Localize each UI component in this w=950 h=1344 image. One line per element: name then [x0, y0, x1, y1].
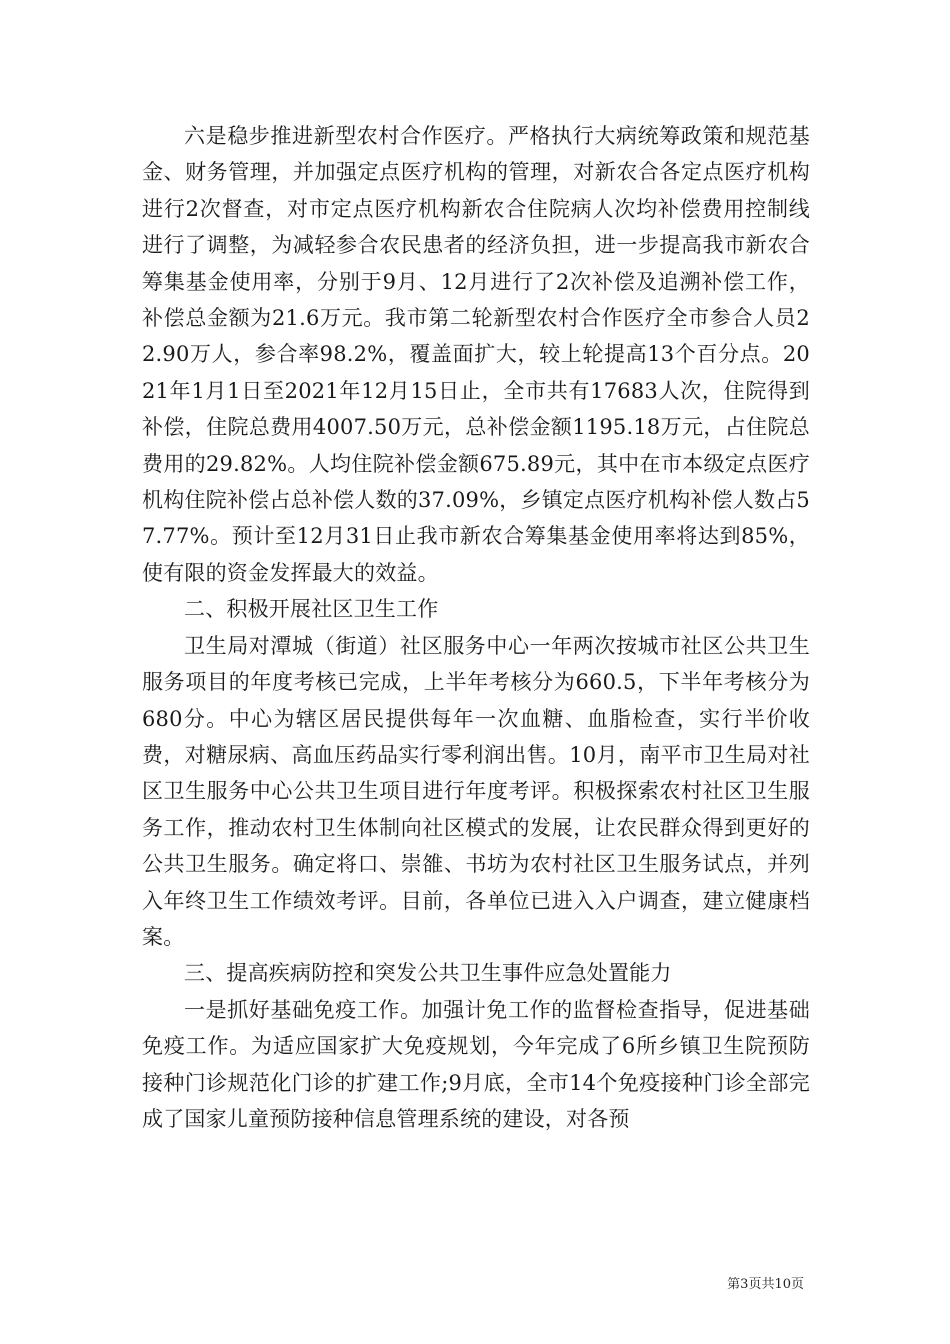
section-heading-disease-control: 三、提高疾病防控和突发公共卫生事件应急处置能力: [184, 961, 672, 986]
section-heading-community-health: 二、积极开展社区卫生工作: [184, 597, 439, 622]
document-body: [142, 118, 810, 1137]
paragraph-immunization: 一是抓好基础免疫工作。加强计免工作的监督检查指导，促进基础免疫工作。为适应国家扩大免疫规划，今年完成了6所乡镇卫生院预防接种门诊规范化门诊的扩建工作;9月底，全市14个免疫接种门诊全部完成了国家儿童预防接种信息管理系统的建设，对各预: [142, 997, 810, 1131]
page-number-footer: 第3页共10页: [727, 1277, 804, 1292]
paragraph-community-health: 卫生局对潭城（街道）社区服务中心一年两次按城市社区公共卫生服务项目的年度考核已完成，上半年考核分为660.5，下半年考核分为680分。中心为辖区居民提供每年一次血糖、血脂检查，实行半价收费，对糖尿病、高血压药品实行零利润出售。10月，南平市卫生局对社区卫生服务中心公共卫生项目进行年度考评。积极探索农村社区卫生服务工作，推动农村卫生体制向社区模式的发展，让农民群众得到更好的公共卫生服务。确定将口、崇雒、书坊为农村社区卫生服务试点，并列入年终卫生工作绩效考评。目前，各单位已进入入户调查，建立健康档案。: [142, 633, 810, 949]
paragraph-rural-cooperative-medical: 六是稳步推进新型农村合作医疗。严格执行大病统筹政策和规范基金、财务管理，并加强定点医疗机构的管理，对新农合各定点医疗机构进行2次督查，对市定点医疗机构新农合住院病人次均补偿费用控制线进行了调整，为减轻参合农民患者的经济负担，进一步提高我市新农合筹集基金使用率，分别于9月、12月进行了2次补偿及追溯补偿工作，补偿总金额为21.6万元。我市第二轮新型农村合作医疗全市参合人员22.90万人，参合率98.2%，覆盖面扩大，较上轮提高13个百分点。2021年1月1日至2021年12月15日止，全市共有17683人次，住院得到补偿，住院总费用4007.50万元，总补偿金额1195.18万元，占住院总费用的29.82%。人均住院补偿金额675.89元，其中在市本级定点医疗机构住院补偿占总补偿人数的37.09%，乡镇定点医疗机构补偿人数占57.77%。预计至12月31日止我市新农合筹集基金使用率将达到85%，使有限的资金发挥最大的效益。: [142, 124, 810, 585]
